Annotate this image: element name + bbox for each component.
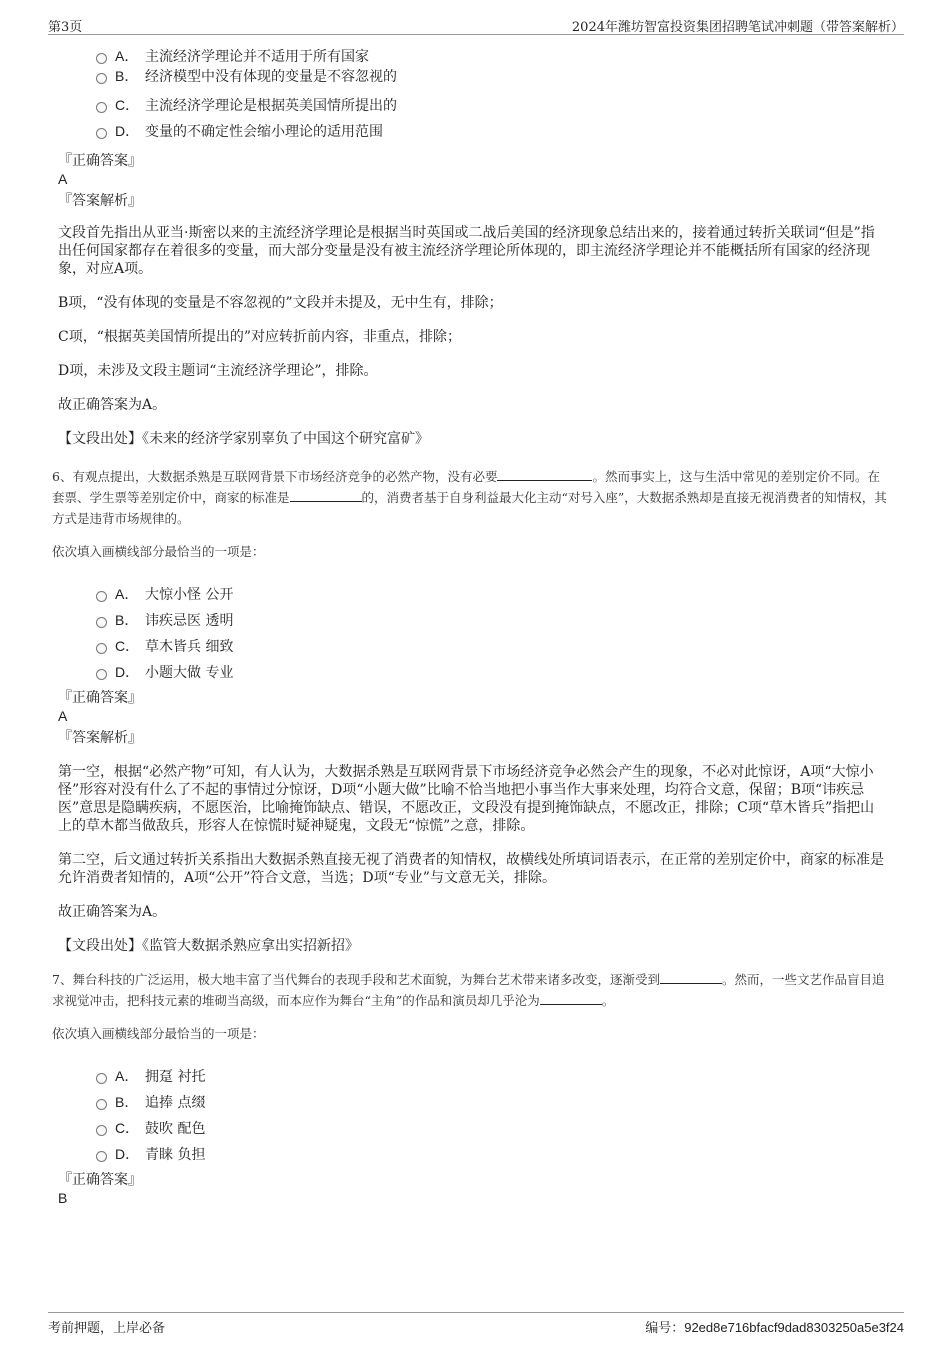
analysis-conclusion: 故正确答案为A。 [58,904,167,920]
answer-label: 『正确答案』 [58,1172,142,1188]
analysis-paragraph: 第二空，后文通过转折关系指出大数据杀熟直接无视了消费者的知情权，故横线处所填词语表示，在正常的差别定价中，商家的标准是允许消费者知情的，A项“公开”符合文意，当选；D项“专业”与文意无关，排除。 [58,852,884,886]
radio-icon[interactable] [96,669,107,680]
question-prompt: 依次填入画横线部分最恰当的一项是： [52,1026,265,1041]
analysis-label: 『答案解析』 [58,193,142,209]
page-footer [48,1312,904,1335]
source-citation: 【文段出处】《监管大数据杀熟应拿出实招新招》 [58,938,359,954]
radio-icon[interactable] [96,617,107,628]
document-title: 2024年潍坊智富投资集团招聘笔试冲刺题（带答案解析） [571,20,904,35]
question-6-stem: 6、有观点提出，大数据杀熟是互联网背景下市场经济竞争的必然产物，没有必要 。然而事实上，这与生活中常见的差别定价不同。在套票、学生票等差别定价中，商家的标准是 的，消费者基于自身利益最大化主动“对号入座”，大数据杀熟却是直接无视消费者的知情权，其方式是违背市场规律的。 [52,469,887,526]
answer-label: 『正确答案』 [58,153,142,169]
radio-icon[interactable] [96,1125,107,1136]
document-code: 编号：92ed8e716bfacf9dad8303250a5e3f24 [645,1320,904,1335]
analysis-paragraph: 文段首先指出从亚当·斯密以来的主流经济学理论是根据当时英国或二战后美国的经济现象总结出来的，接着通过转折关联词“但是”指出任何国家都存在着很多的变量，而大部分变量是没有被主流经济学理论所体现的，即主流经济学理论并不能概括所有国家的经济现象，对应A项。 [58,225,875,277]
option-b[interactable]: B． 经济模型中没有体现的变量是不容忽视的 [96,66,888,86]
analysis-paragraph: D项，未涉及文段主题词“主流经济学理论”，排除。 [58,363,378,379]
answer-label: 『正确答案』 [58,690,142,706]
answer-value: A [58,708,68,724]
option-b[interactable]: B． 讳疾忌医 透明 [96,607,888,633]
q5-options [58,46,888,144]
radio-icon[interactable] [96,591,107,602]
q7-options [58,1063,888,1167]
answer-value: B [58,1190,68,1206]
option-c[interactable]: C． 主流经济学理论是根据英美国情所提出的 [96,92,888,118]
fill-blank [660,971,722,984]
option-b[interactable]: B． 追捧 点缀 [96,1089,888,1115]
page-number: 第3页 [48,20,83,35]
radio-icon[interactable] [96,643,107,654]
option-c[interactable]: C． 鼓吹 配色 [96,1115,888,1141]
option-d[interactable]: D． 小题大做 专业 [96,659,888,685]
question-prompt: 依次填入画横线部分最恰当的一项是： [52,544,265,559]
option-d[interactable]: D． 青睐 负担 [96,1141,888,1167]
analysis-paragraph: 第一空，根据“必然产物”可知，有人认为，大数据杀熟是互联网背景下市场经济竞争必然会产生的现象，不必对此惊讶，A项“大惊小怪”形容对没有什么了不起的事情过分惊讶，D项“小题大做”比喻不恰当地把小事当作大事来处理，均符合文意，保留；B项“讳疾忌医”意思是隐瞒疾病，不愿医治，比喻掩饰缺点、错误，不愿改正，文段没有提到掩饰缺点，不愿改正，排除；C项“草木皆兵”指把山上的草木都当做敌兵，形容人在惊慌时疑神疑鬼，文段无“惊慌”之意，排除。 [58,764,875,834]
option-c[interactable]: C． 草木皆兵 细致 [96,633,888,659]
radio-icon[interactable] [96,53,107,64]
analysis-conclusion: 故正确答案为A。 [58,397,167,413]
radio-icon[interactable] [96,73,107,84]
analysis-paragraph: C项，“根据英美国情所提出的”对应转折前内容，非重点，排除； [58,329,462,345]
fill-blank [290,489,362,502]
radio-icon[interactable] [96,128,107,139]
radio-icon[interactable] [96,102,107,113]
fill-blank [540,992,602,1005]
radio-icon[interactable] [96,1073,107,1084]
footer-slogan: 考前押题，上岸必备 [48,1321,166,1336]
analysis-paragraph: B项，“没有体现的变量是不容忽视的”文段并未提及，无中生有，排除； [58,295,503,311]
option-a[interactable]: A． 大惊小怪 公开 [96,581,888,607]
radio-icon[interactable] [96,1151,107,1162]
radio-icon[interactable] [96,1099,107,1110]
question-7-stem: 7、舞台科技的广泛运用，极大地丰富了当代舞台的表现手段和艺术面貌，为舞台艺术带来诸多改变，逐渐受到 。然而，一些文艺作品盲目追求视觉冲击，把科技元素的堆砌当高级，而本应作为舞台“主角”的作品和演员却几乎沦为 。 [52,972,885,1008]
q6-options [58,581,888,685]
fill-blank [497,468,592,481]
option-d[interactable]: D． 变量的不确定性会缩小理论的适用范围 [96,118,888,144]
analysis-label: 『答案解析』 [58,730,142,746]
answer-value: A [58,171,68,187]
page-header [48,14,904,35]
option-a[interactable]: A． 拥趸 衬托 [96,1063,888,1089]
option-a[interactable]: A． 主流经济学理论并不适用于所有国家 [96,46,888,66]
document-body [52,44,888,1207]
source-citation: 【文段出处】《未来的经济学家别辜负了中国这个研究富矿》 [58,431,429,447]
